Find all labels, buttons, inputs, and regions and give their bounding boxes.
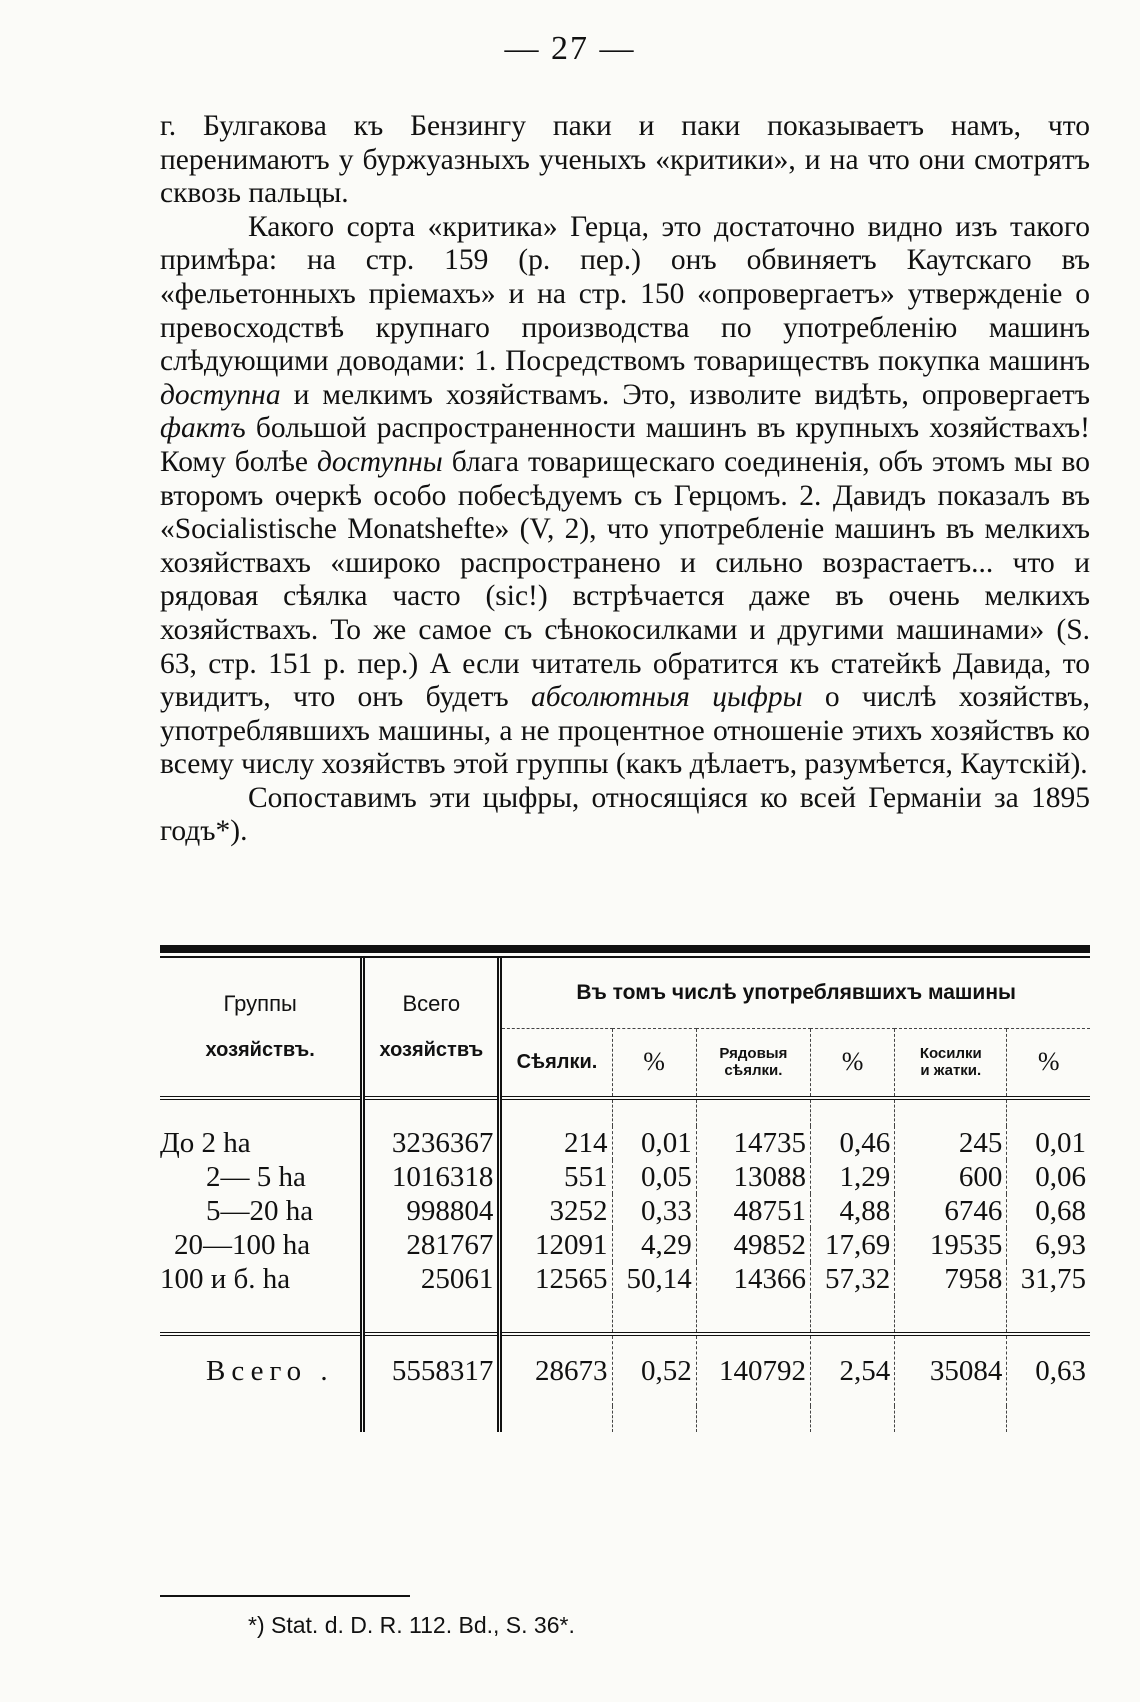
table-row (160, 1228, 1090, 1262)
row-mowers: 6746 (895, 1194, 1007, 1228)
header-row-sowers-line2: сѣялки. (724, 1062, 783, 1080)
header-total (363, 958, 500, 1098)
totals-sowers-pct: 0,52 (612, 1334, 696, 1406)
row-row-sowers-pct: 4,88 (811, 1194, 895, 1228)
row-mowers: 7958 (895, 1262, 1007, 1296)
machines-table (160, 958, 1090, 1432)
row-mowers: 19535 (895, 1228, 1007, 1262)
header-row-sowers-pct: % (811, 1028, 895, 1098)
row-mowers-pct: 6,93 (1007, 1228, 1090, 1262)
row-total: 998804 (363, 1194, 500, 1228)
row-row-sowers: 48751 (696, 1194, 810, 1228)
row-mowers: 600 (895, 1160, 1007, 1194)
header-mowers-line1: Косилки (919, 1045, 982, 1063)
statistics-table (160, 945, 1090, 1432)
row-sowers: 551 (500, 1160, 612, 1194)
row-sowers-pct: 4,29 (612, 1228, 696, 1262)
row-row-sowers: 14735 (696, 1126, 810, 1160)
header-row-sowers-line1: Рядовыя (719, 1045, 788, 1063)
totals-row (160, 1334, 1090, 1406)
header-total-line1: Всего (402, 991, 461, 1016)
emphasis-fakt: фактъ (160, 412, 246, 445)
paragraph-2-part-i: о числѣ хозяйствъ, употреблявшихъ машины, а не процентное отношеніе этихъ хозяйствъ ко всему числу хозяйствъ этой группы (какъ дѣлаетъ, разумѣется, Каутскій). (160, 681, 1090, 781)
paragraph-2-part-e: большой распространенности машинъ въ крупныхъ хозяйствахъ! Кому болѣе (160, 412, 1090, 478)
emphasis-absolute-figures: абсолютныя цыфры (531, 681, 803, 714)
row-row-sowers-pct: 0,46 (811, 1126, 895, 1160)
row-total: 281767 (363, 1228, 500, 1262)
row-row-sowers-pct: 57,32 (811, 1262, 895, 1296)
row-sowers: 3252 (500, 1194, 612, 1228)
paragraph-3: Сопоставимъ эти цыфры, относящіяся ко всей Германіи за 1895 годъ*). (160, 781, 1090, 848)
row-mowers-pct: 0,01 (1007, 1126, 1090, 1160)
table-row (160, 1194, 1090, 1228)
row-row-sowers: 14366 (696, 1262, 810, 1296)
emphasis-dostupna: доступна (160, 378, 281, 411)
row-group-label: 20—100 ha (174, 1229, 311, 1261)
paragraph-2-part-c: и мелкимъ хозяйствамъ. Это, изволите видѣть, опровергаетъ (280, 378, 1090, 411)
row-sowers: 12565 (500, 1262, 612, 1296)
row-group-label: 2— 5 ha (206, 1161, 306, 1193)
paragraph-1: г. Булгакова къ Бензингу паки и паки показываетъ намъ, что перенимаютъ у буржуазныхъ ученыхъ «критики», и на что они смотрятъ сквозь пальцы. (160, 110, 1090, 210)
totals-total: 5558317 (363, 1334, 500, 1406)
row-total: 25061 (363, 1262, 500, 1296)
paragraph-2 (160, 211, 1090, 782)
row-sowers-pct: 0,05 (612, 1160, 696, 1194)
row-sowers-pct: 0,01 (612, 1126, 696, 1160)
header-row-sowers (696, 1028, 810, 1098)
header-groups-line2: хозяйствъ. (205, 1039, 315, 1061)
row-sowers: 214 (500, 1126, 612, 1160)
header-sowers: Сѣялки. (500, 1028, 612, 1098)
row-sowers-pct: 50,14 (612, 1262, 696, 1296)
row-row-sowers: 49852 (696, 1228, 810, 1262)
header-machines-caption: Въ томъ числѣ употреблявшихъ машины (500, 958, 1090, 1028)
row-group-label: До 2 ha (160, 1127, 251, 1159)
header-groups-line1: Группы (223, 991, 297, 1016)
row-row-sowers: 13088 (696, 1160, 810, 1194)
table-row (160, 1160, 1090, 1194)
row-mowers-pct: 0,68 (1007, 1194, 1090, 1228)
header-mowers-pct: % (1007, 1028, 1090, 1098)
row-mowers-pct: 31,75 (1007, 1262, 1090, 1296)
header-mowers (895, 1028, 1007, 1098)
row-group-label: 100 и б. ha (160, 1263, 291, 1295)
row-group-label: 5—20 ha (206, 1195, 314, 1227)
totals-label: Всего . (206, 1355, 334, 1387)
row-total: 1016318 (363, 1160, 500, 1194)
row-mowers: 245 (895, 1126, 1007, 1160)
totals-row-sowers: 140792 (696, 1334, 810, 1406)
totals-row-sowers-pct: 2,54 (811, 1334, 895, 1406)
paragraph-2-part-g: блага товарищескаго соединенія, объ этомъ мы во второмъ очеркѣ особо побесѣдуемъ съ Герцомъ. 2. Давидъ показалъ въ «Socialistische Monatshefte» (V, 2), что употребленіе машинъ въ мелкихъ хозяйствахъ «широко распространено и сильно возрастаетъ... что и рядовая сѣялка часто (sic!) встрѣчается даже въ очень мелкихъ хозяйствахъ. То же самое съ сѣнокосилками и другими машинами» (S. 63, стр. 151 р. пер.) А если читатель обратится къ статейкѣ Давида, то увидитъ, что онъ будетъ (160, 445, 1090, 714)
header-sowers-pct: % (612, 1028, 696, 1098)
header-total-line2: хозяйствъ (379, 1039, 484, 1061)
totals-sowers: 28673 (500, 1334, 612, 1406)
row-mowers-pct: 0,06 (1007, 1160, 1090, 1194)
table-row (160, 1262, 1090, 1296)
header-mowers-line2: и жатки. (920, 1062, 982, 1080)
paragraph-2-part-a: Какого сорта «критика» Герца, это достаточно видно изъ такого примѣра: на стр. 159 (р. пер.) онъ обвиняетъ Каутскаго въ «фельетонныхъ пріемахъ» и на стр. 150 «опровергаетъ» утвержденіе о превосходствѣ крупнаго производства по употребленію машинъ слѣдующими доводами: 1. Посредствомъ товариществъ покупка машинъ (160, 210, 1090, 378)
totals-mowers-pct: 0,63 (1007, 1334, 1090, 1406)
table-top-rule (160, 945, 1090, 953)
row-total: 3236367 (363, 1126, 500, 1160)
row-sowers: 12091 (500, 1228, 612, 1262)
body-text (160, 110, 1090, 849)
page-number: — 27 — (504, 30, 636, 67)
row-sowers-pct: 0,33 (612, 1194, 696, 1228)
footnote-rule (160, 1595, 410, 1597)
emphasis-dostupny: доступны (316, 445, 443, 478)
footnote: *) Stat. d. D. R. 112. Bd., S. 36*. (248, 1612, 575, 1638)
totals-mowers: 35084 (895, 1334, 1007, 1406)
row-row-sowers-pct: 1,29 (811, 1160, 895, 1194)
row-row-sowers-pct: 17,69 (811, 1228, 895, 1262)
table-row (160, 1126, 1090, 1160)
header-groups (160, 958, 363, 1098)
